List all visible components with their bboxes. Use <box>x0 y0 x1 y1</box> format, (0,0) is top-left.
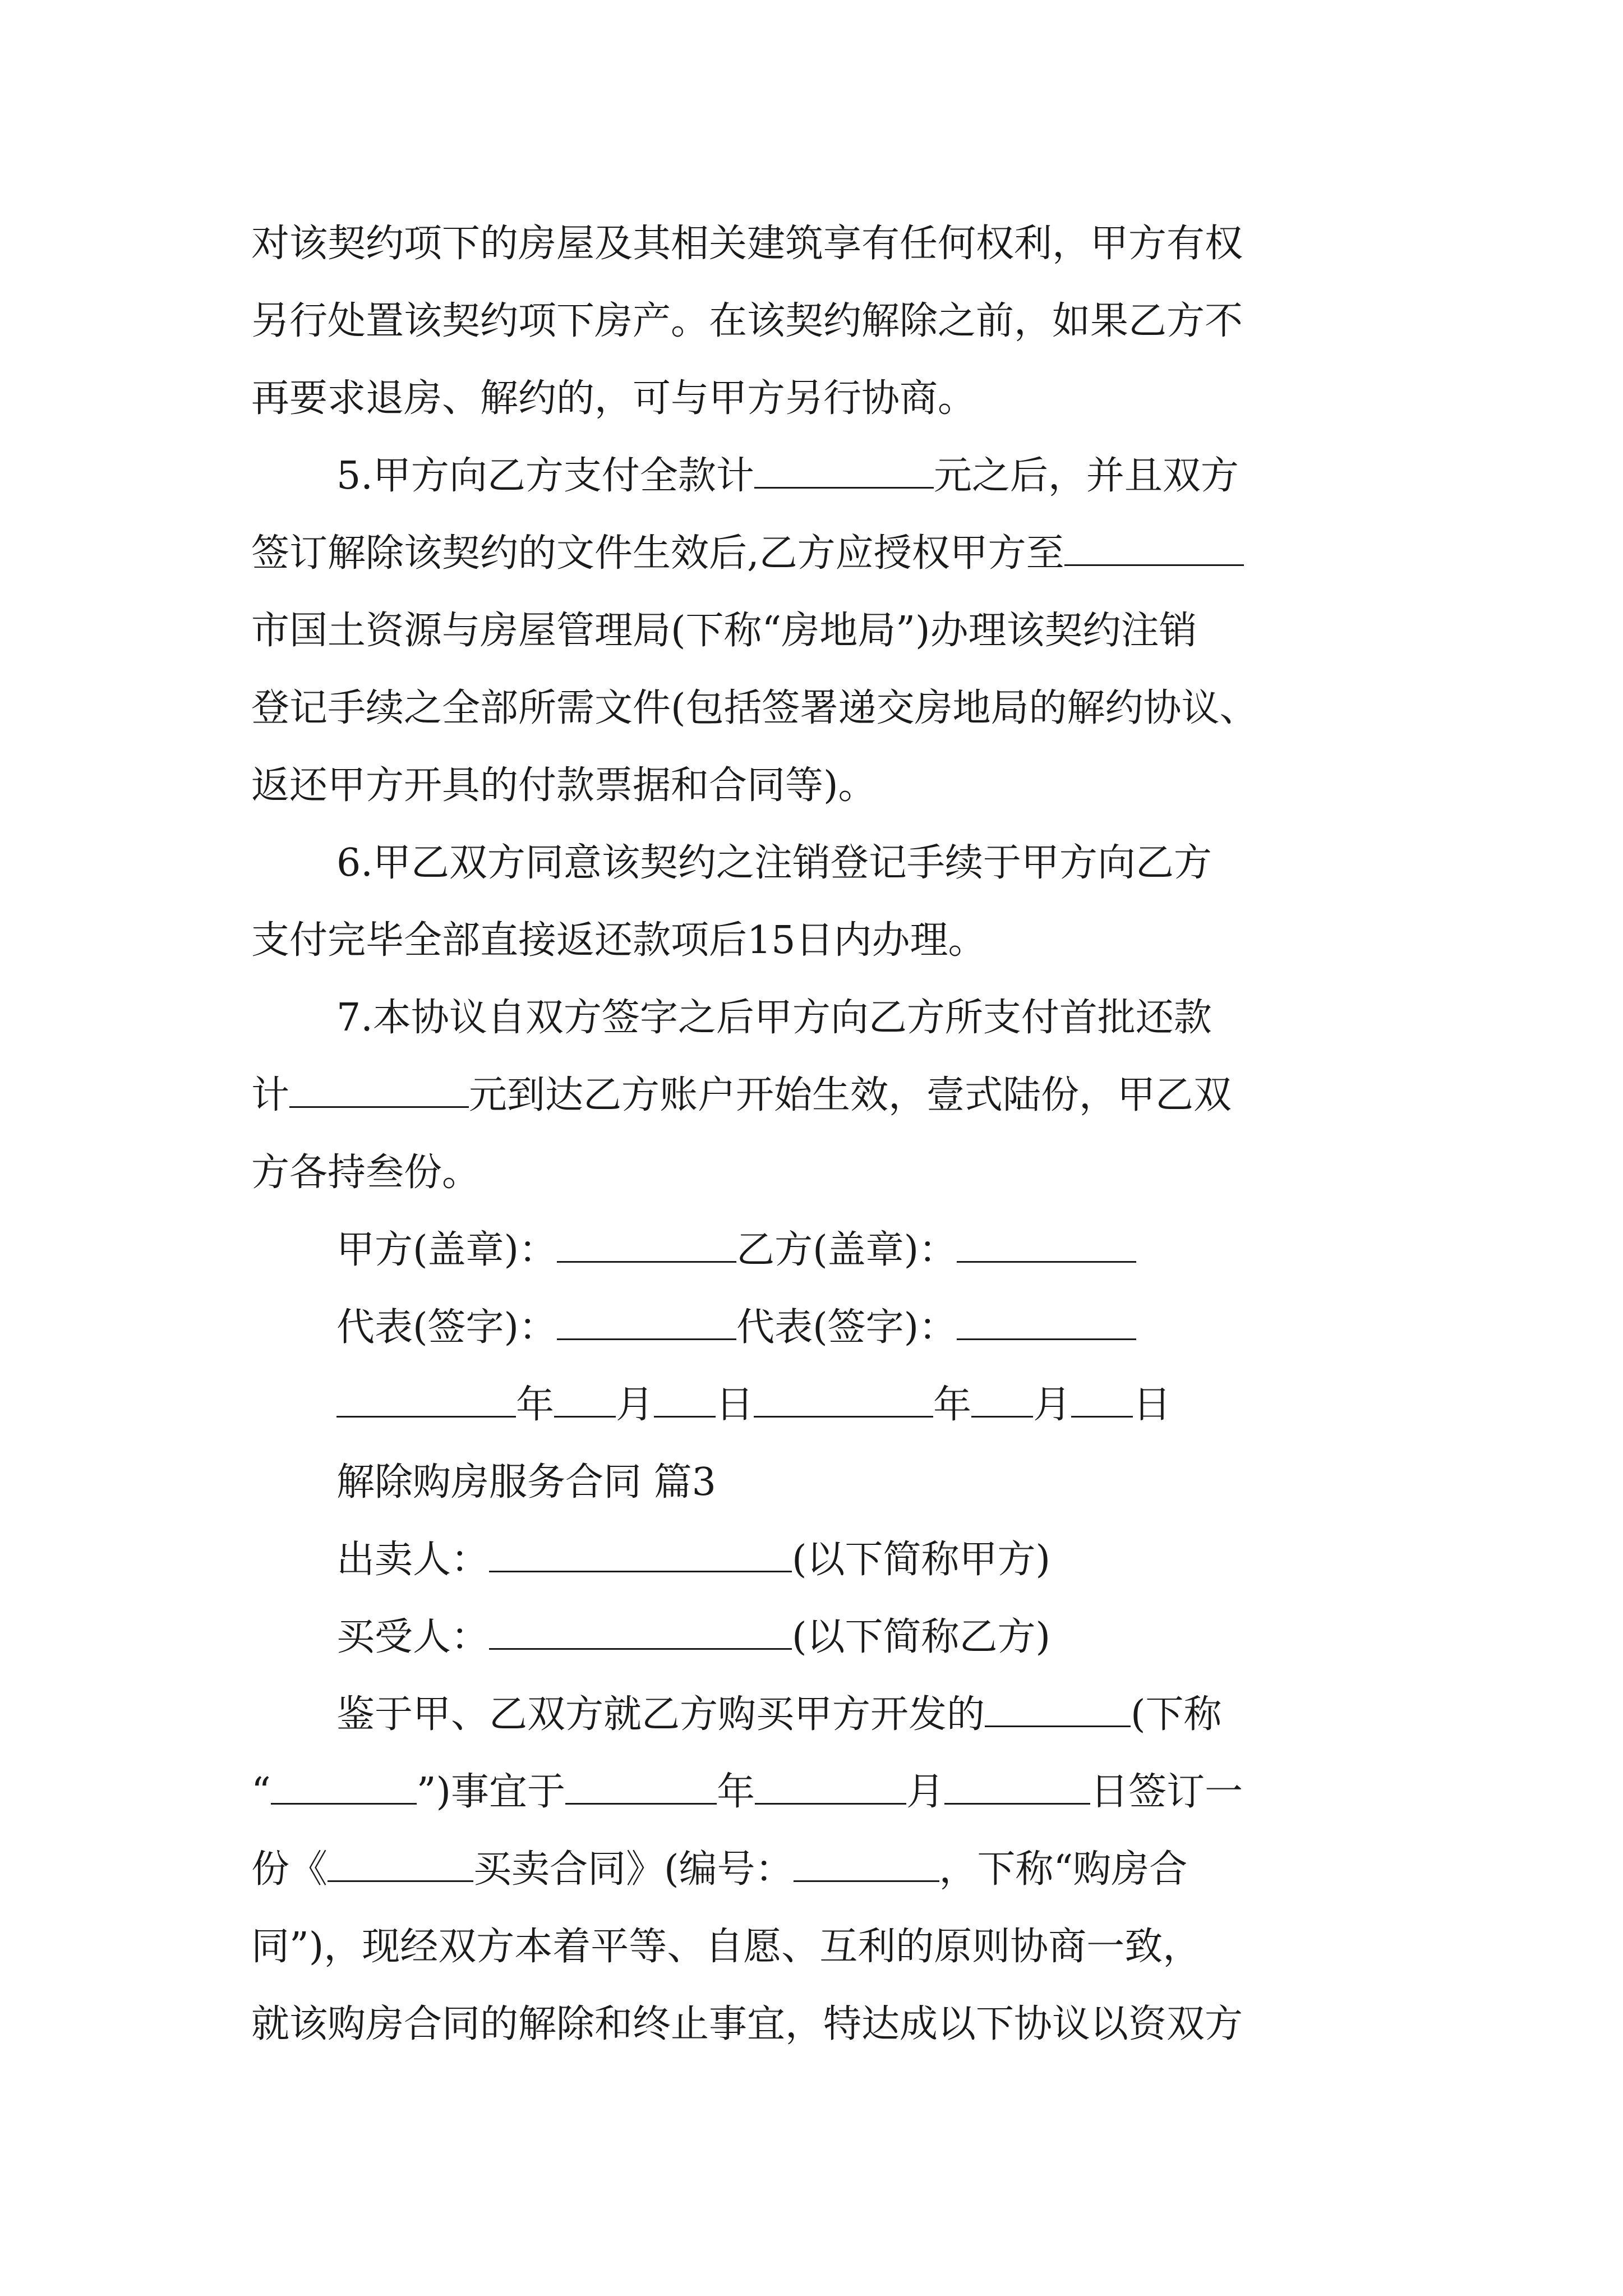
seller-line <box>336 1535 1464 1585</box>
clause-7-text-a: 计 <box>251 1073 290 1117</box>
month-label: 月 <box>1033 1383 1072 1427</box>
clause-5-line-2 <box>251 528 1378 579</box>
day-blank[interactable] <box>944 1768 1090 1805</box>
paragraph-text: 签订解除该契约的文件生效后,乙方应授权甲方至 <box>251 531 1064 576</box>
clause-7-line-2 <box>251 1070 1378 1121</box>
day-blank[interactable] <box>1071 1381 1133 1418</box>
paragraph-line: 方各持叁份。 <box>251 1151 481 1195</box>
party-a-rep-blank[interactable] <box>557 1304 736 1340</box>
year-label: 年 <box>516 1383 555 1427</box>
clause-5-line <box>336 451 1464 501</box>
paragraph-line: 再要求退房、解约的，可与甲方另行协商。 <box>251 376 976 421</box>
buyer-label: 买受人： <box>336 1615 490 1659</box>
month-label: 月 <box>616 1383 654 1427</box>
paragraph-line: 登记手续之全部所需文件(包括签署递交房地局的解约协议、 <box>251 686 1258 730</box>
contract-name-blank[interactable] <box>328 1846 473 1882</box>
short-name-blank[interactable] <box>271 1768 417 1805</box>
party-b-seal-label: 乙方(盖章)： <box>736 1228 957 1272</box>
year-blank[interactable] <box>565 1768 717 1805</box>
seller-label: 出卖人： <box>336 1538 490 1582</box>
party-a-rep-label: 代表(签字)： <box>336 1305 557 1350</box>
recital-text: 买卖合同》(编号： <box>473 1847 794 1892</box>
recital-line-1 <box>336 1690 1464 1740</box>
day-blank[interactable] <box>654 1381 716 1418</box>
amount-blank[interactable] <box>754 452 934 489</box>
recital-line-3 <box>251 1844 1378 1895</box>
buyer-line <box>336 1612 1464 1663</box>
recital-text: 份《 <box>251 1847 328 1892</box>
year-blank[interactable] <box>336 1381 516 1418</box>
seller-blank[interactable] <box>489 1536 792 1572</box>
recital-text: “ <box>251 1770 271 1814</box>
paragraph-line: 支付完毕全部直接返还款项后15日内办理。 <box>251 918 986 963</box>
paragraph-line: 返还甲方开具的付款票据和合同等)。 <box>251 763 877 808</box>
city-blank[interactable] <box>1064 530 1244 566</box>
clause-7-line: 7.本协议自双方签字之后甲方向乙方所支付首批还款 <box>336 996 1212 1040</box>
recital-text: 日签订一 <box>1090 1770 1243 1814</box>
project-blank[interactable] <box>985 1691 1131 1727</box>
day-label: 日 <box>716 1383 754 1427</box>
paragraph-line: 市国土资源与房屋管理局(下称“房地局”)办理该契约注销 <box>251 609 1197 653</box>
seller-note: (以下简称甲方) <box>792 1538 1051 1582</box>
recital-line-4: 同”)，现经双方本着平等、自愿、互利的原则协商一致， <box>251 1925 1201 1969</box>
paragraph-line: 另行处置该契约项下房产。在该契约解除之前，如果乙方不 <box>251 299 1243 343</box>
year-blank[interactable] <box>754 1381 933 1418</box>
recital-text: 鉴于甲、乙双方就乙方购买甲方开发的 <box>336 1692 985 1737</box>
recital-line-2 <box>251 1767 1378 1818</box>
party-a-seal-label: 甲方(盖章)： <box>336 1228 557 1272</box>
signature-rep-line <box>336 1303 1464 1353</box>
month-blank[interactable] <box>971 1381 1033 1418</box>
month-blank[interactable] <box>755 1768 906 1805</box>
party-b-seal-blank[interactable] <box>957 1226 1136 1263</box>
signature-date-line <box>336 1380 1464 1430</box>
recital-text: ，下称“购房合 <box>939 1847 1188 1892</box>
clause-6-line: 6.甲乙双方同意该契约之注销登记手续于甲方向乙方 <box>336 841 1212 885</box>
amount-blank[interactable] <box>289 1071 469 1108</box>
year-label: 年 <box>717 1770 755 1814</box>
clause-5-text-b: 元之后，并且双方 <box>933 454 1239 498</box>
clause-7-text-b: 元到达乙方账户开始生效，壹式陆份，甲乙双 <box>469 1073 1232 1117</box>
month-blank[interactable] <box>554 1381 616 1418</box>
paragraph-line: 对该契约项下的房屋及其相关建筑享有任何权利，甲方有权 <box>251 222 1243 266</box>
year-label: 年 <box>933 1383 972 1427</box>
party-b-rep-label: 代表(签字)： <box>736 1305 957 1350</box>
recital-line-5: 就该购房合同的解除和终止事宜，特达成以下协议以资双方 <box>251 2002 1243 2046</box>
party-a-seal-blank[interactable] <box>557 1226 736 1263</box>
contract-number-blank[interactable] <box>794 1846 939 1882</box>
month-label: 月 <box>906 1770 945 1814</box>
day-label: 日 <box>1133 1383 1172 1427</box>
party-b-rep-blank[interactable] <box>957 1304 1136 1340</box>
recital-text: (下称 <box>1131 1692 1222 1737</box>
buyer-blank[interactable] <box>489 1613 792 1650</box>
recital-text: ”)事宜于 <box>416 1770 566 1814</box>
buyer-note: (以下简称乙方) <box>792 1615 1051 1659</box>
signature-seal-line <box>336 1225 1464 1276</box>
clause-5-text-a: 5.甲方向乙方支付全款计 <box>336 454 754 498</box>
section-heading: 解除购房服务合同 篇3 <box>336 1460 716 1504</box>
